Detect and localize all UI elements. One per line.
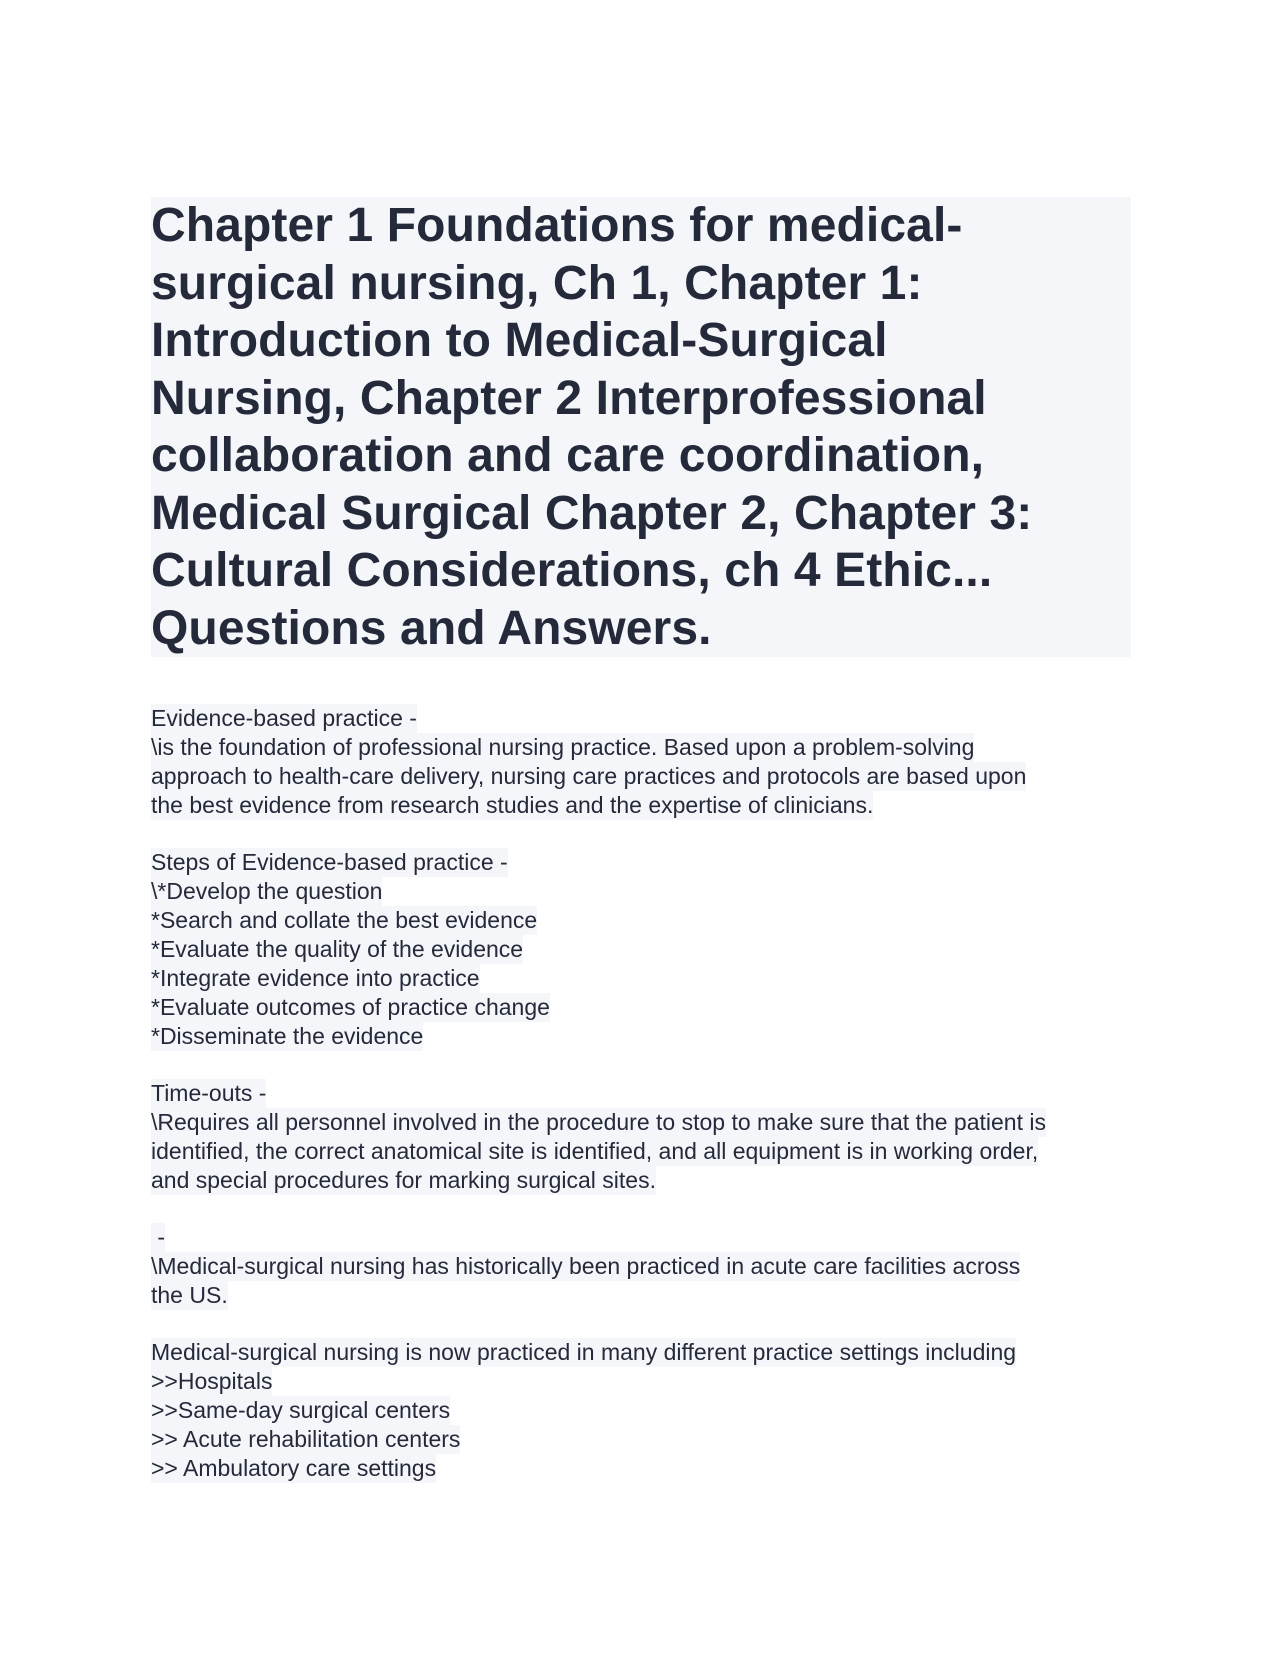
document-body (151, 704, 1131, 1483)
answer-line: *Disseminate the evidence (151, 1023, 424, 1049)
qa-steps-of-ebp (151, 848, 1131, 1051)
qa-time-outs (151, 1079, 1131, 1195)
title-line: Introduction to Medical-Surgical (151, 314, 888, 367)
question-text: - (151, 1224, 166, 1250)
practice-settings-list (151, 1338, 1131, 1483)
title-line: surgical nursing, Ch 1, Chapter 1: (151, 256, 923, 310)
answer-line: \is the foundation of professional nursing practice. Based upon a problem-solving (151, 734, 975, 760)
title-line: collaboration and care coordination, (151, 429, 985, 482)
question-text: Steps of Evidence-based practice - (151, 849, 508, 875)
question-text: Time-outs - (151, 1080, 267, 1106)
document-title (151, 197, 1131, 657)
title-block (151, 197, 1131, 657)
answer-line: \Requires all personnel involved in the procedure to stop to make sure that the patient is (151, 1109, 1046, 1135)
qa-evidence-based-practice (151, 704, 1131, 820)
list-intro: Medical-surgical nursing is now practiced in many different practice settings including (151, 1339, 1017, 1365)
answer-line: \*Develop the question (151, 878, 383, 904)
answer-line: approach to health-care delivery, nursing care practices and protocols are based upon (151, 763, 1027, 789)
answer-line: and special procedures for marking surgical sites. (151, 1167, 656, 1193)
document-page (151, 197, 1131, 1483)
title-line: Chapter 1 Foundations for medical- (151, 199, 963, 252)
list-item: >>Hospitals (151, 1368, 273, 1394)
title-line: Medical Surgical Chapter 2, Chapter 3: (151, 486, 1033, 540)
list-item: >> Acute rehabilitation centers (151, 1426, 461, 1452)
answer-line: *Evaluate the quality of the evidence (151, 936, 524, 962)
answer-line: *Search and collate the best evidence (151, 907, 538, 933)
answer-line: the US. (151, 1282, 228, 1308)
question-text: Evidence-based practice - (151, 705, 417, 731)
list-item: >>Same-day surgical centers (151, 1397, 451, 1423)
title-line: Nursing, Chapter 2 Interprofessional (151, 371, 987, 425)
list-item: >> Ambulatory care settings (151, 1455, 437, 1481)
answer-line: \Medical-surgical nursing has historically been practiced in acute care facilities across (151, 1253, 1021, 1279)
answer-line: identified, the correct anatomical site is identified, and all equipment is in working order, (151, 1138, 1039, 1164)
answer-line: *Integrate evidence into practice (151, 965, 480, 991)
title-line: Cultural Considerations, ch 4 Ethic... (151, 544, 993, 597)
answer-line: the best evidence from research studies and the expertise of clinicians. (151, 792, 874, 818)
qa-blank-question (151, 1223, 1131, 1310)
answer-line: *Evaluate outcomes of practice change (151, 994, 550, 1020)
title-line: Questions and Answers. (151, 601, 712, 655)
